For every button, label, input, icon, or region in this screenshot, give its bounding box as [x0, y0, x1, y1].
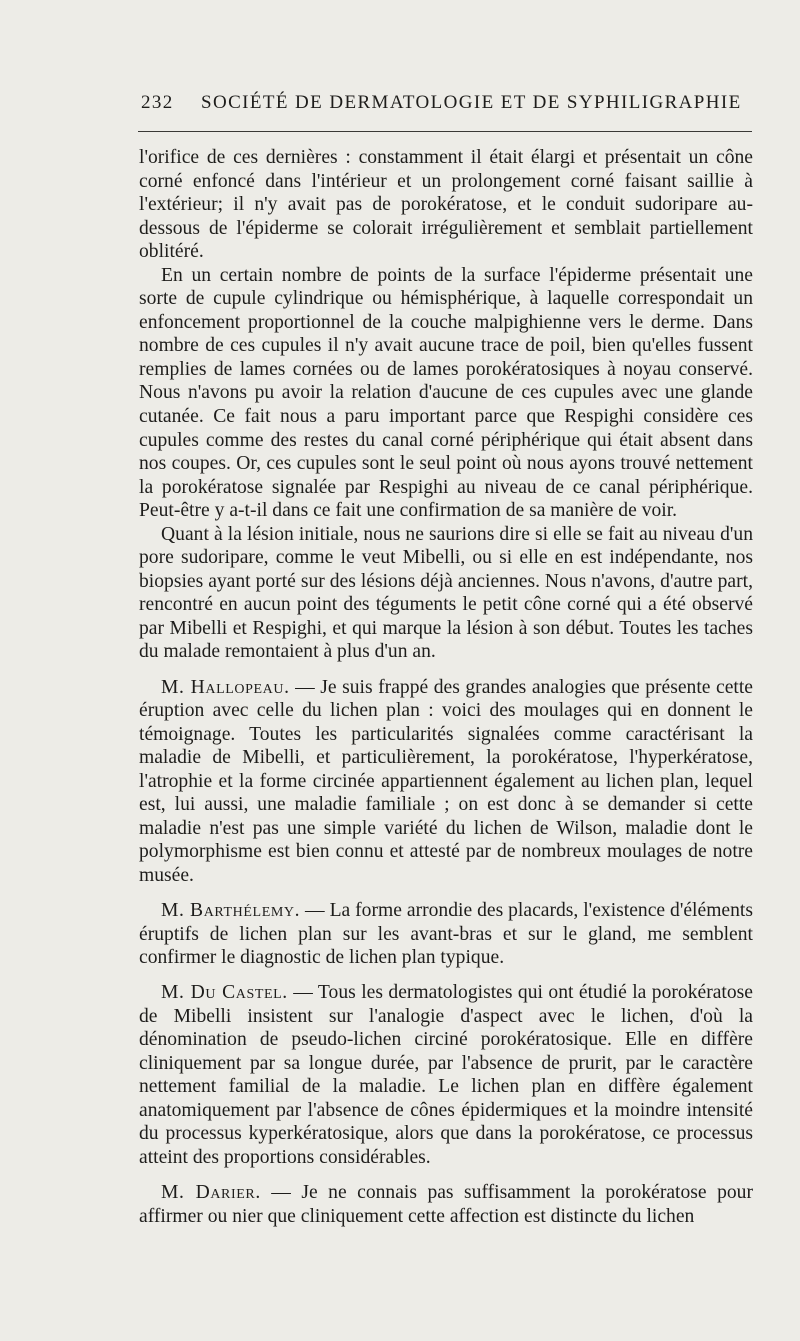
- speaker-name: M. Darier.: [161, 1181, 261, 1203]
- speaker-paragraph-darier: [139, 1181, 753, 1228]
- body-text: [139, 146, 753, 1228]
- speaker-name: M. Barthélemy.: [161, 899, 301, 921]
- running-title: SOCIÉTÉ DE DERMATOLOGIE ET DE SYPHILIGRAPHIE: [201, 92, 742, 113]
- speaker-paragraph-du-castel: [139, 981, 753, 1169]
- speaker-paragraph-hallopeau: [139, 676, 753, 888]
- paragraph-continued: [139, 146, 753, 264]
- paragraph-text: — Je ne connais pas suffisamment la porokératose pour affirmer ou nier que cliniquement cette affection est distincte du lichen: [139, 1181, 753, 1227]
- paragraph-text: — Je suis frappé des grandes analogies que présente cette éruption avec celle du lichen plan : voici des moulages qui en donnent le témoignage. Toutes les particularités signalées comme caractérisant la maladie de Mibelli, et particulièrement, la porokératose, l'hyperkératose, l'atrophie et la forme circinée appartiennent également au lichen plan, lequel est, lui aussi, une maladie familiale ; on est donc à se demander si cette maladie n'est pas une simple variété du lichen de Wilson, maladie dont le polymorphisme est bien connu et attesté par de nombreux moulages de notre musée.: [139, 676, 753, 886]
- paragraph-text: — La forme arrondie des placards, l'existence d'éléments éruptifs de lichen plan sur les avant-bras et sur le gland, me semblent confirmer le diagnostic de lichen plan typique.: [139, 899, 753, 969]
- paragraph-text: — Tous les dermatologistes qui ont étudié la porokératose de Mibelli insistent sur l'analogie d'aspect avec le lichen, d'où la dénomination de pseudo-lichen circiné porokératosique. Elle en diffère cliniquement par sa longue durée, par l'absence de prurit, par le caractère nettement familial de la maladie. Le lichen plan en diffère également anatomiquement par l'absence de cônes épidermiques et la moindre intensité du processus kyperkératosique, alors que dans la porokératose, ce processus atteint des proportions considérables.: [139, 982, 753, 1168]
- speaker-paragraph-barthelemy: [139, 899, 753, 970]
- speaker-name: M. Hallopeau.: [161, 676, 290, 698]
- paragraph-text: En un certain nombre de points de la surface l'épiderme présentait une sorte de cupule cylindrique ou hémisphérique, à laquelle correspondait un enfoncement proportionnel de la couche malpighienne vers le derme. Dans nombre de ces cupules il n'y avait aucune trace de poil, bien qu'elles fussent remplies de lames cornées ou de lames porokératosiques à noyau conservé. Nous n'avons pu avoir la relation d'aucune de ces cupules avec une glande cutanée. Ce fait nous a paru important parce que Respighi considère ces cupules comme des restes du canal corné périphérique qui était absent dans nos coupes. Or, ces cupules sont le seul point où nous ayons trouvé nettement la porokératose signalée par Respighi au niveau de ce canal périphérique. Peut-être y a-t-il dans ce fait une confirmation de sa manière de voir.: [139, 264, 753, 522]
- page-number: 232: [141, 92, 174, 113]
- paragraph-text: Quant à la lésion initiale, nous ne saurions dire si elle se fait au niveau d'un pore sudoripare, comme le veut Mibelli, ou si elle en est indépendante, nos biopsies ayant porté sur des lésions déjà anciennes. Nous n'avons, d'autre part, rencontré en aucun point des téguments le petit cône corné qui a été observé par Mibelli et Respighi, et qui marque la lésion à son début. Toutes les taches du malade remontaient à plus d'un an.: [139, 523, 753, 663]
- paragraph: [139, 523, 753, 664]
- paragraph: [139, 264, 753, 523]
- header-rule: [138, 131, 752, 132]
- speaker-name: M. Du Castel.: [161, 982, 288, 1004]
- paragraph-text: l'orifice de ces dernières : constamment il était élargi et présentait un cône corné enfoncé dans l'intérieur et un prolongement corné faisant saillie à l'extérieur; il n'y avait pas de porokératose, et le conduit sudoripare au-dessous de l'épiderme se colorait irrégulièrement et semblait partiellement oblitéré.: [139, 147, 753, 263]
